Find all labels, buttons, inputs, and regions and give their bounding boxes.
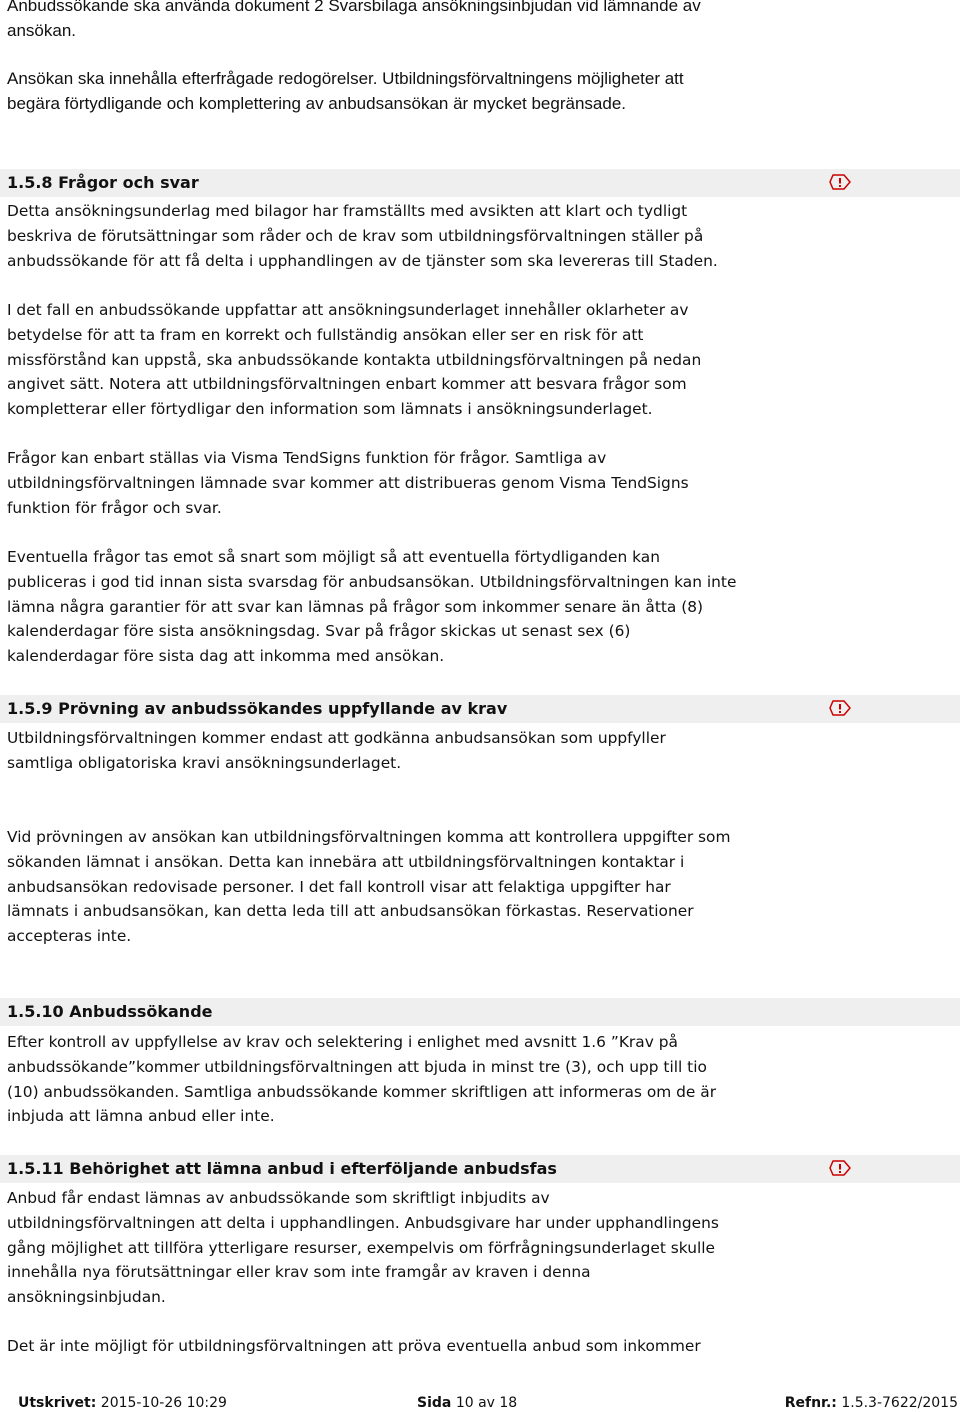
section-header: [0, 998, 960, 1026]
text-line: betydelse för att ta fram en korrekt och fullständig ansökan eller ser en risk för att: [7, 325, 644, 344]
text-line: Anbudssökande ska använda dokument 2 Svarsbilaga ansökningsinbjudan vid lämnande av: [7, 0, 701, 15]
text-line: Detta ansökningsunderlag med bilagor har framställts med avsikten att klart och tydligt: [7, 202, 688, 220]
warning-icon: [829, 1158, 851, 1178]
page-footer: [0, 1394, 960, 1412]
text-line: samtliga obligatoriska kravi ansökningsunderlaget.: [7, 753, 402, 772]
ref-label: Refnr.:: [784, 1395, 837, 1411]
text-line: Frågor kan enbart ställas via Visma TendSigns funktion för frågor. Samtliga av: [7, 449, 607, 467]
printed-label: Utskrivet:: [18, 1395, 97, 1411]
text-line: ansökan.: [7, 20, 76, 40]
text-line: innehålla nya förutsättningar eller krav som inte framgår av kraven i denna: [7, 1263, 591, 1282]
intro-paragraph: [7, 0, 807, 43]
text-line: Eventuella frågor tas emot så snart som möjligt så att eventuella förtydliganden kan: [7, 548, 660, 566]
text-line: Anbud får endast lämnas av anbudssökande som skriftligt inbjudits av: [7, 1189, 550, 1207]
text-line: kalenderdagar före sista dag att inkomma med ansökan.: [7, 647, 445, 666]
section-header: [0, 169, 960, 197]
section-title: 1.5.9 Prövning av anbudssökandes uppfyllande av krav: [7, 699, 508, 718]
page-label: Sida: [417, 1395, 452, 1411]
printed-date: [18, 1394, 227, 1412]
paragraph: [7, 545, 807, 669]
text-line: utbildningsförvaltningen att delta i upphandlingen. Anbudsgivare har under upphandlingens: [7, 1213, 719, 1232]
paragraph: [7, 825, 807, 949]
paragraph: [7, 1186, 807, 1310]
text-line: Ansökan ska innehålla efterfrågade redogörelser. Utbildningsförvaltningens möjligheter att: [7, 69, 684, 88]
reference-number: [785, 1394, 958, 1412]
paragraph: [7, 726, 807, 776]
paragraph: [7, 298, 807, 422]
warning-icon: [829, 698, 851, 718]
text-line: Efter kontroll av uppfyllelse av krav och selektering i enlighet med avsnitt 1.6 ”Krav på: [7, 1033, 678, 1051]
text-line: Det är inte möjligt för utbildningsförvaltningen att pröva eventuella anbud som inkommer: [7, 1337, 701, 1355]
text-line: beskriva de förutsättningar som råder och de krav som utbildningsförvaltningen ställer på: [7, 226, 704, 245]
text-line: kompletterar eller förtydligar den information som lämnats i ansökningsunderlaget.: [7, 400, 653, 419]
text-line: sökanden lämnat i ansökan. Detta kan innebära att utbildningsförvaltningen kontaktar i: [7, 852, 685, 871]
section-header: [0, 695, 960, 723]
paragraph: [7, 199, 807, 273]
text-line: gång möjlighet att tillföra ytterligare resurser, exempelvis om förfrågningsunderlaget skulle: [7, 1238, 716, 1257]
text-line: utbildningsförvaltningen lämnade svar kommer att distribueras genom Visma TendSigns: [7, 473, 689, 492]
text-line: anbudssökande”kommer utbildningsförvaltningen att bjuda in minst tre (3), och upp till tio: [7, 1057, 707, 1076]
text-line: Vid prövningen av ansökan kan utbildningsförvaltningen komma att kontrollera uppgifter som: [7, 828, 731, 846]
text-line: lämna några garantier för att svar kan lämnas på frågor som inkommer senare än åtta (8): [7, 597, 704, 616]
text-line: begära förtydligande och komplettering av anbudsansökan är mycket begränsade.: [7, 93, 626, 113]
text-line: I det fall en anbudssökande uppfattar att ansökningsunderlaget innehåller oklarheter av: [7, 301, 689, 319]
text-line: accepteras inte.: [7, 927, 132, 946]
text-line: publiceras i god tid innan sista svarsdag för anbudsansökan. Utbildningsförvaltningen kan inte: [7, 572, 737, 591]
text-line: kalenderdagar före sista ansökningsdag. Svar på frågor skickas ut senast sex (6): [7, 622, 631, 641]
text-line: angivet sätt. Notera att utbildningsförvaltningen enbart kommer att besvara frågor som: [7, 375, 687, 394]
text-line: funktion för frågor och svar.: [7, 498, 222, 517]
intro-paragraph: [7, 67, 807, 116]
text-line: lämnats i anbudsansökan, kan detta leda till att anbudsansökan förkastas. Reservationer: [7, 902, 694, 921]
section-header: [0, 1155, 960, 1183]
paragraph: [7, 446, 807, 520]
text-line: (10) anbudssökanden. Samtliga anbudssökande kommer skriftligen att informeras om de är: [7, 1082, 717, 1101]
text-line: anbudsansökan redovisade personer. I det fall kontroll visar att felaktiga uppgifter har: [7, 877, 671, 896]
text-line: ansökningsinbjudan.: [7, 1288, 166, 1307]
text-line: anbudssökande för att få delta i upphandlingen av de tjänster som ska levereras till Staden.: [7, 251, 718, 270]
ref-value: 1.5.3-7622/2015: [841, 1395, 958, 1411]
section-title: 1.5.10 Anbudssökande: [7, 1002, 213, 1021]
text-line: Utbildningsförvaltningen kommer endast att godkänna anbudsansökan som uppfyller: [7, 729, 666, 747]
text-line: inbjuda att lämna anbud eller inte.: [7, 1107, 275, 1126]
paragraph: [7, 1030, 807, 1129]
printed-value: 2015-10-26 10:29: [100, 1395, 227, 1411]
warning-icon: [829, 172, 851, 192]
page-number: [417, 1394, 517, 1412]
page-value: 10 av 18: [455, 1395, 518, 1411]
paragraph: [7, 1334, 807, 1359]
section-title: 1.5.11 Behörighet att lämna anbud i efterföljande anbudsfas: [7, 1159, 557, 1178]
section-title: 1.5.8 Frågor och svar: [7, 173, 199, 192]
text-line: missförstånd kan uppstå, ska anbudssökande kontakta utbildningsförvaltningen på nedan: [7, 350, 702, 369]
